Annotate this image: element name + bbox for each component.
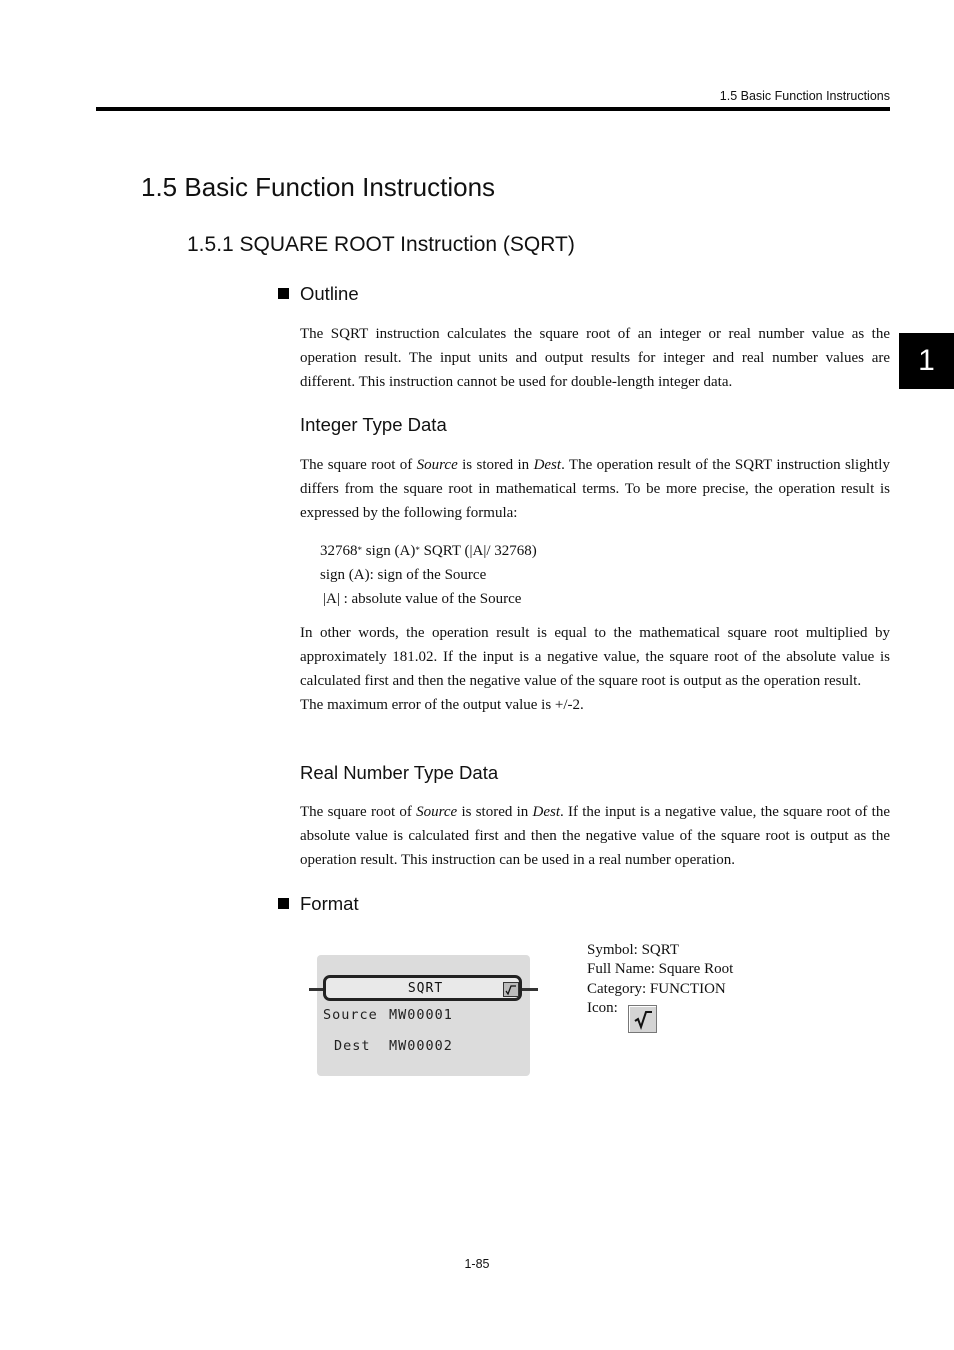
subsection-title: 1.5.1 SQUARE ROOT Instruction (SQRT) xyxy=(187,233,575,256)
real-number-type-heading: Real Number Type Data xyxy=(300,762,499,783)
square-bullet-icon xyxy=(278,898,289,909)
integer-paragraph: The square root of Source is stored in Dest. The operation result of the SQRT instruction slightly differs from the square root in mathematical terms. To be more precise, the operation result is expressed by the following formula: xyxy=(300,457,890,521)
source-label: Source xyxy=(323,1007,378,1023)
block-input-line xyxy=(309,988,323,991)
section-title: 1.5 Basic Function Instructions xyxy=(141,172,496,202)
outline-heading xyxy=(278,283,359,305)
chapter-tab: 1 xyxy=(899,333,954,389)
block-header xyxy=(323,975,522,1001)
page-number: 1-85 xyxy=(464,1257,490,1271)
formula-line: 32768* sign (A)* SQRT (|A|/ 32768) xyxy=(320,543,537,559)
outline-heading-label: Outline xyxy=(300,283,359,304)
block-title: SQRT xyxy=(407,981,444,996)
formula-abs-definition: |A| : absolute value of the Source xyxy=(323,591,522,607)
square-root-icon xyxy=(628,1005,657,1033)
block-icon-glyph xyxy=(504,983,518,996)
square-root-icon-glyph xyxy=(629,1006,656,1032)
dest-label: Dest xyxy=(334,1038,371,1054)
format-heading xyxy=(278,893,359,915)
integer-type-heading: Integer Type Data xyxy=(300,414,447,435)
integer-explanation-paragraph: In other words, the operation result is equal to the mathematical square root multiplied by approximately 181.02. If the input is a negative value, the square root of the absolute value is calculated first and then the negative value of the square root is output as the operation result. The maximum error of the output value is +/-2. xyxy=(300,621,890,717)
format-heading-label: Format xyxy=(300,893,359,914)
real-number-paragraph: The square root of Source is stored in Dest. If the input is a negative value, the square root of the absolute value is calculated first and then the negative value of the square root is output as the operation result. This instruction can be used in a real number operation. xyxy=(300,804,890,868)
block-icon xyxy=(503,982,519,997)
header-rule xyxy=(96,107,890,111)
info-icon-label: Icon: xyxy=(587,1000,618,1016)
running-header: 1.5 Basic Function Instructions xyxy=(719,89,890,103)
dest-value: MW00002 xyxy=(389,1038,453,1054)
source-value: MW00001 xyxy=(389,1007,453,1023)
outline-paragraph: The SQRT instruction calculates the square root of an integer or real number value as the operation result. The input units and output results for integer and real number values are different. This instruction cannot be used for double-length integer data. xyxy=(300,326,890,390)
info-full-name: Full Name: Square Root xyxy=(587,961,734,977)
square-bullet-icon xyxy=(278,288,289,299)
info-symbol: Symbol: SQRT xyxy=(587,942,680,958)
info-category: Category: FUNCTION xyxy=(587,981,726,997)
max-error-note: The maximum error of the output value is +/-2. xyxy=(300,697,584,713)
formula-sign-definition: sign (A): sign of the Source xyxy=(320,567,487,583)
